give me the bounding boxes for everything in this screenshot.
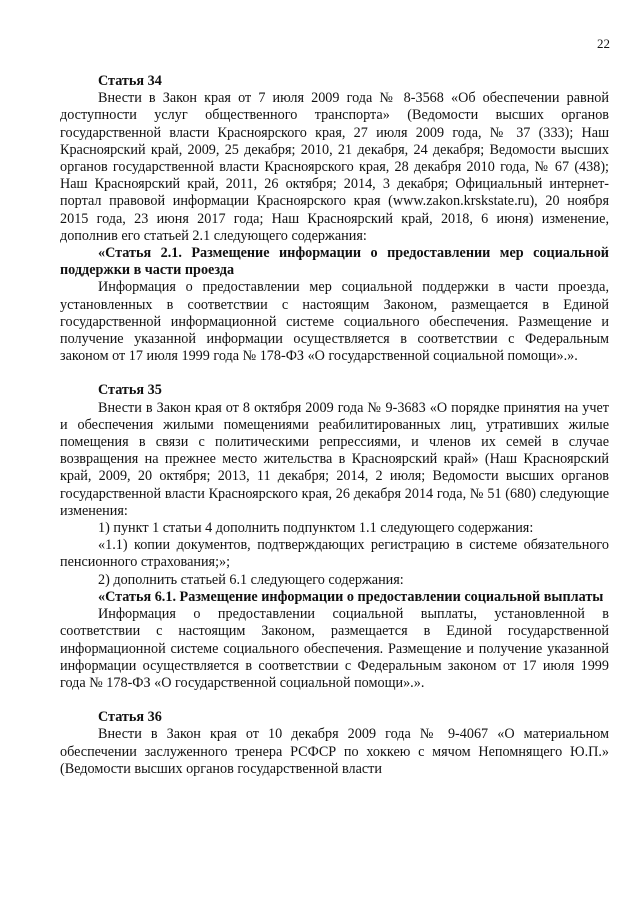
article-6-1-text: Информация о предоставлении социальной выплаты, установленной в соответствии с настоящим Законом, размещается в Единой государственной информационной системе социального обеспечения. Размещение и получение указанной информации осуществляется в соответствии с Федеральным законом от 17 июля 1999 года № 178-ФЗ «О государственной социальной помощи».». <box>60 606 609 691</box>
spacer <box>60 365 609 382</box>
article-35-heading: Статья 35 <box>98 382 162 399</box>
article-36 <box>60 709 609 778</box>
article-35-intro: Внести в Закон края от 8 октября 2009 года № 9-3683 «О порядке принятия на учет и обеспечения жилыми помещениями реабилитированных лиц, утративших жилые помещения в связи с политическими репрессиями, и членов их семей в случае возвращения на прежнее место жительства в Красноярский край» (Наш Красноярский край, 2009, 20 октября; 2013, 11 декабря; 2014, 2 июля; Ведомости высших органов государственной власти Красноярского края, 26 декабря 2014 года, № 51 (680) следующие изменения: <box>60 399 609 519</box>
article-35-item-1-text: «1.1) копии документов, подтверждающих регистрацию в системе обязательного пенсионного страхования;»; <box>60 537 609 571</box>
article-34-intro: Внести в Закон края от 7 июля 2009 года № 8-3568 «Об обеспечении равной доступности услуг общественного транспорта» (Ведомости высших органов государственной власти Красноярского края, 27 июля 2009 года, № 37 (333); Наш Красноярский край, 2009, 25 декабря; 2010, 21 декабря, 24 декабря; Ведомости высших органов государственной власти Красноярского края, 28 декабря 2010 года, № 67 (438); Наш Красноярский край, 2011, 26 октября; 2014, 3 декабря; Официальный интернет-портал правовой информации Красноярского края (www.zakon.krskstate.ru), 20 ноября 2015 года, 23 июня 2017 года; Наш Красноярский край, 2018, 6 июня) изменение, дополнив его статьей 2.1 следующего содержания: <box>60 90 609 244</box>
article-36-heading: Статья 36 <box>98 709 162 726</box>
article-35-item-2: 2) дополнить статьей 6.1 следующего содержания: <box>98 571 404 588</box>
article-34 <box>60 73 609 365</box>
article-34-heading: Статья 34 <box>98 73 162 89</box>
article-36-intro: Внести в Закон края от 10 декабря 2009 года № 9-4067 «О материальном обеспечении заслуженного тренера РСФСР по хоккею с мячом Непомнящего Ю.П.» (Ведомости высших органов государственной власти <box>60 726 609 777</box>
article-2-1-text: Информация о предоставлении мер социальной поддержки в части проезда, установленных в соответствии с настоящим Законом, размещается в Единой государственной информационной системе социального обеспечения. Размещение и получение указанной информации осуществляется в соответствии с Федеральным законом от 17 июля 1999 года № 178-ФЗ «О государственной социальной помощи».». <box>60 279 609 365</box>
article-35 <box>60 382 609 692</box>
article-35-item-1: 1) пункт 1 статьи 4 дополнить подпунктом 1.1 следующего содержания: <box>98 520 534 537</box>
document-body <box>60 73 609 778</box>
article-2-1-title: «Статья 2.1. Размещение информации о предоставлении мер социальной поддержки в части проезда <box>60 245 609 279</box>
page-number: 22 <box>597 36 610 51</box>
article-6-1-title: «Статья 6.1. Размещение информации о предоставлении социальной выплаты <box>98 588 604 605</box>
spacer <box>60 692 609 709</box>
